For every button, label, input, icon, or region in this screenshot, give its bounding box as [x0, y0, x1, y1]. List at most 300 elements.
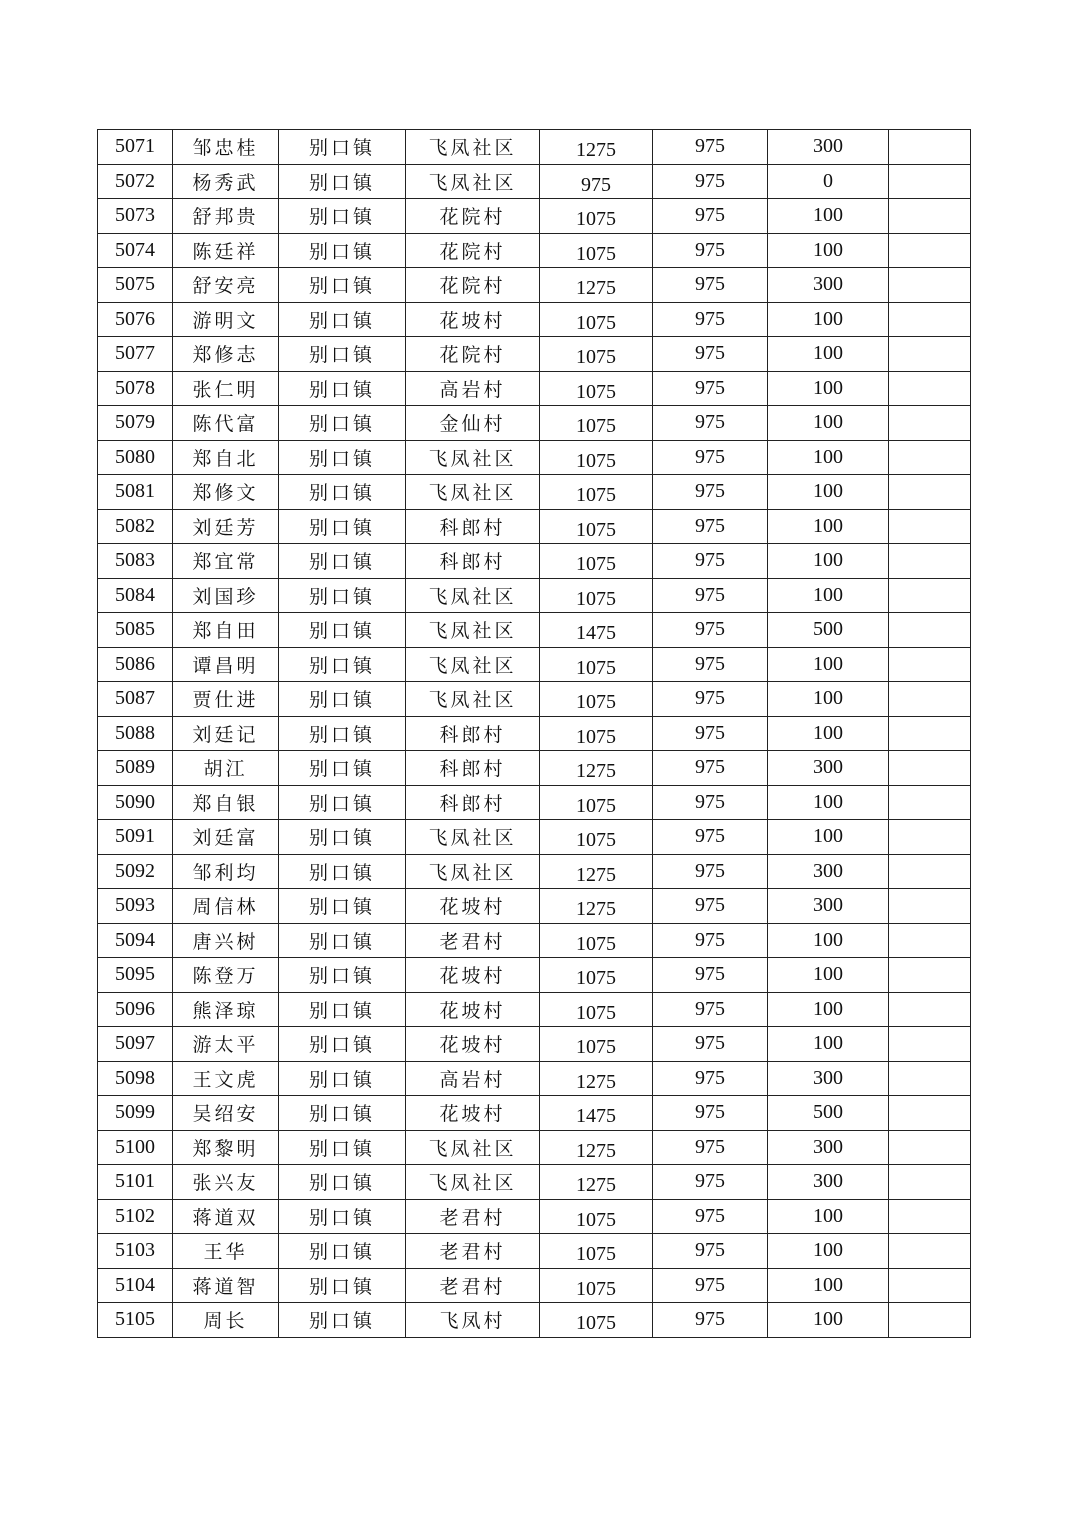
cell-amount-base: [653, 302, 768, 337]
cell-village: [406, 1061, 540, 1096]
cell-amount-extra-text: 100: [813, 204, 843, 227]
cell-number: [98, 682, 173, 717]
table-row: [98, 785, 971, 820]
cell-name: [173, 1199, 279, 1234]
cell-number: [98, 233, 173, 268]
cell-village: [406, 820, 540, 855]
cell-amount-base: [653, 820, 768, 855]
cell-town-text: 别口镇: [308, 965, 375, 988]
cell-amount-extra-text: 100: [813, 687, 843, 710]
table-row: [98, 716, 971, 751]
table-row: [98, 1130, 971, 1165]
cell-remark: [889, 923, 971, 958]
cell-town-text: 别口镇: [308, 896, 375, 919]
cell-number-text: 5094: [115, 928, 155, 951]
cell-name-text: 郑宜常: [192, 551, 259, 574]
cell-amount-total: [540, 992, 653, 1027]
cell-number: [98, 1027, 173, 1062]
cell-town: [279, 233, 406, 268]
cell-amount-extra: [768, 1165, 889, 1200]
table-row: [98, 1165, 971, 1200]
cell-amount-base-text: 975: [695, 652, 725, 675]
cell-number: [98, 337, 173, 372]
cell-number-text: 5077: [115, 342, 155, 365]
cell-village: [406, 751, 540, 786]
cell-number: [98, 509, 173, 544]
cell-name-text: 贾仕进: [192, 689, 259, 712]
cell-name: [173, 406, 279, 441]
table-row: [98, 1096, 971, 1131]
cell-amount-extra-text: 100: [813, 514, 843, 537]
cell-amount-total-text: 1075: [576, 311, 616, 334]
cell-village: [406, 1027, 540, 1062]
cell-remark: [889, 1130, 971, 1165]
cell-number-text: 5097: [115, 1032, 155, 1055]
cell-town: [279, 509, 406, 544]
cell-amount-total-text: 1075: [576, 484, 616, 507]
cell-village: [406, 371, 540, 406]
cell-amount-base-text: 975: [695, 204, 725, 227]
cell-amount-base: [653, 958, 768, 993]
cell-amount-base-text: 975: [695, 825, 725, 848]
cell-remark: [889, 199, 971, 234]
cell-name-text: 吴绍安: [192, 1103, 259, 1126]
cell-village-text: 花坡村: [439, 965, 506, 988]
cell-village: [406, 1268, 540, 1303]
cell-amount-extra: [768, 716, 889, 751]
table-body: [98, 130, 971, 1338]
table-row: [98, 475, 971, 510]
cell-town-text: 别口镇: [308, 723, 375, 746]
cell-name: [173, 199, 279, 234]
cell-amount-base: [653, 130, 768, 165]
cell-town: [279, 613, 406, 648]
cell-name-text: 邹利均: [192, 861, 259, 884]
cell-amount-extra: [768, 130, 889, 165]
cell-amount-total: [540, 1199, 653, 1234]
cell-amount-total: [540, 889, 653, 924]
cell-amount-total: [540, 716, 653, 751]
cell-remark: [889, 544, 971, 579]
cell-village-text: 飞凤村: [439, 1310, 506, 1333]
cell-remark: [889, 1234, 971, 1269]
cell-amount-extra-text: 300: [813, 1170, 843, 1193]
cell-amount-base-text: 975: [695, 307, 725, 330]
cell-name: [173, 1165, 279, 1200]
cell-number: [98, 923, 173, 958]
cell-amount-extra: [768, 406, 889, 441]
cell-number-text: 5100: [115, 1135, 155, 1158]
cell-village: [406, 578, 540, 613]
cell-village: [406, 544, 540, 579]
cell-town: [279, 164, 406, 199]
cell-remark: [889, 785, 971, 820]
cell-town: [279, 716, 406, 751]
cell-village-text: 花院村: [439, 344, 506, 367]
cell-village-text: 老君村: [439, 930, 506, 953]
cell-amount-extra: [768, 923, 889, 958]
cell-name: [173, 302, 279, 337]
cell-village-text: 花坡村: [439, 1103, 506, 1126]
cell-amount-extra-text: 100: [813, 1204, 843, 1227]
cell-amount-total: [540, 854, 653, 889]
cell-village-text: 花坡村: [439, 1034, 506, 1057]
cell-town-text: 别口镇: [308, 516, 375, 539]
cell-town-text: 别口镇: [308, 654, 375, 677]
cell-amount-base-text: 975: [695, 169, 725, 192]
cell-amount-total-text: 1075: [576, 208, 616, 231]
cell-amount-total-text: 1075: [576, 518, 616, 541]
cell-amount-total-text: 1075: [576, 380, 616, 403]
cell-amount-total: [540, 509, 653, 544]
cell-amount-base: [653, 509, 768, 544]
cell-amount-base-text: 975: [695, 583, 725, 606]
cell-amount-extra-text: 100: [813, 963, 843, 986]
cell-amount-base: [653, 682, 768, 717]
cell-amount-total: [540, 1130, 653, 1165]
cell-number: [98, 958, 173, 993]
cell-amount-total: [540, 785, 653, 820]
cell-amount-base: [653, 371, 768, 406]
cell-number: [98, 1268, 173, 1303]
cell-town: [279, 302, 406, 337]
cell-name: [173, 785, 279, 820]
cell-amount-extra: [768, 1061, 889, 1096]
cell-town: [279, 440, 406, 475]
cell-amount-base-text: 975: [695, 859, 725, 882]
cell-village-text: 飞凤社区: [428, 1172, 517, 1195]
cell-amount-total-text: 1075: [576, 691, 616, 714]
cell-amount-total-text: 1075: [576, 829, 616, 852]
cell-amount-total-text: 1075: [576, 1243, 616, 1266]
cell-number: [98, 647, 173, 682]
cell-town-text: 别口镇: [308, 447, 375, 470]
cell-number-text: 5078: [115, 376, 155, 399]
cell-town: [279, 647, 406, 682]
cell-village-text: 科郎村: [439, 516, 506, 539]
cell-number: [98, 613, 173, 648]
cell-town: [279, 1234, 406, 1269]
cell-name-text: 郑自北: [192, 447, 259, 470]
cell-amount-extra: [768, 1130, 889, 1165]
cell-village: [406, 440, 540, 475]
cell-number-text: 5080: [115, 445, 155, 468]
cell-name-text: 杨秀武: [192, 171, 259, 194]
cell-amount-total-text: 1075: [576, 1001, 616, 1024]
cell-amount-base: [653, 1061, 768, 1096]
cell-amount-extra-text: 100: [813, 583, 843, 606]
cell-name: [173, 751, 279, 786]
cell-name: [173, 958, 279, 993]
cell-amount-total-text: 1075: [576, 1036, 616, 1059]
cell-amount-base-text: 975: [695, 1101, 725, 1124]
cell-amount-total: [540, 475, 653, 510]
cell-town-text: 别口镇: [308, 930, 375, 953]
cell-number: [98, 785, 173, 820]
cell-number-text: 5083: [115, 549, 155, 572]
cell-remark: [889, 682, 971, 717]
table-row: [98, 302, 971, 337]
cell-town: [279, 751, 406, 786]
table-row: [98, 1027, 971, 1062]
cell-number: [98, 302, 173, 337]
cell-remark: [889, 992, 971, 1027]
cell-village-text: 飞凤社区: [428, 861, 517, 884]
cell-amount-base: [653, 785, 768, 820]
cell-number-text: 5101: [115, 1170, 155, 1193]
cell-amount-extra-text: 100: [813, 1239, 843, 1262]
cell-amount-total: [540, 337, 653, 372]
cell-village-text: 飞凤社区: [428, 171, 517, 194]
cell-amount-extra-text: 100: [813, 1032, 843, 1055]
cell-remark: [889, 1268, 971, 1303]
cell-amount-base-text: 975: [695, 721, 725, 744]
table-row: [98, 751, 971, 786]
table-row: [98, 509, 971, 544]
cell-number: [98, 1303, 173, 1338]
cell-town: [279, 475, 406, 510]
cell-village-text: 科郎村: [439, 758, 506, 781]
cell-name-text: 刘廷富: [192, 827, 259, 850]
cell-town: [279, 1165, 406, 1200]
cell-name: [173, 371, 279, 406]
cell-number-text: 5079: [115, 411, 155, 434]
cell-village-text: 花院村: [439, 206, 506, 229]
cell-town-text: 别口镇: [308, 344, 375, 367]
cell-village-text: 飞凤社区: [428, 620, 517, 643]
cell-amount-extra-text: 0: [823, 169, 833, 192]
cell-amount-total: [540, 682, 653, 717]
cell-name: [173, 923, 279, 958]
cell-name: [173, 889, 279, 924]
table-row: [98, 578, 971, 613]
cell-town: [279, 406, 406, 441]
cell-number: [98, 854, 173, 889]
cell-amount-base: [653, 716, 768, 751]
cell-amount-extra-text: 100: [813, 1273, 843, 1296]
cell-town: [279, 578, 406, 613]
cell-amount-base: [653, 923, 768, 958]
cell-amount-total-text: 1075: [576, 794, 616, 817]
cell-amount-base-text: 975: [695, 445, 725, 468]
cell-amount-total-text: 1075: [576, 449, 616, 472]
cell-village-text: 老君村: [439, 1206, 506, 1229]
cell-amount-base-text: 975: [695, 480, 725, 503]
cell-amount-extra: [768, 268, 889, 303]
cell-amount-base: [653, 1165, 768, 1200]
data-table: [97, 129, 971, 1338]
cell-town: [279, 785, 406, 820]
cell-town-text: 别口镇: [308, 1034, 375, 1057]
cell-number: [98, 992, 173, 1027]
cell-village-text: 飞凤社区: [428, 827, 517, 850]
cell-amount-extra: [768, 371, 889, 406]
cell-name-text: 王文虎: [192, 1068, 259, 1091]
cell-amount-total: [540, 1027, 653, 1062]
cell-amount-base: [653, 1268, 768, 1303]
cell-amount-total: [540, 268, 653, 303]
cell-amount-total: [540, 406, 653, 441]
cell-number-text: 5087: [115, 687, 155, 710]
cell-name: [173, 992, 279, 1027]
cell-town: [279, 889, 406, 924]
cell-amount-extra-text: 100: [813, 307, 843, 330]
cell-village: [406, 1130, 540, 1165]
cell-village: [406, 716, 540, 751]
cell-amount-base: [653, 647, 768, 682]
cell-remark: [889, 337, 971, 372]
cell-town-text: 别口镇: [308, 792, 375, 815]
cell-amount-base: [653, 889, 768, 924]
cell-number: [98, 716, 173, 751]
cell-amount-extra: [768, 613, 889, 648]
cell-amount-total: [540, 1303, 653, 1338]
cell-amount-total: [540, 1096, 653, 1131]
cell-town-text: 别口镇: [308, 551, 375, 574]
cell-name: [173, 647, 279, 682]
cell-amount-base: [653, 1199, 768, 1234]
cell-number-text: 5071: [115, 135, 155, 158]
cell-amount-base-text: 975: [695, 894, 725, 917]
cell-town: [279, 958, 406, 993]
cell-name: [173, 130, 279, 165]
cell-amount-extra-text: 500: [813, 1101, 843, 1124]
cell-number-text: 5074: [115, 238, 155, 261]
cell-town: [279, 268, 406, 303]
cell-town-text: 别口镇: [308, 206, 375, 229]
table-row: [98, 820, 971, 855]
cell-amount-total-text: 1275: [576, 139, 616, 162]
cell-amount-total: [540, 1234, 653, 1269]
cell-amount-base: [653, 199, 768, 234]
cell-town-text: 别口镇: [308, 827, 375, 850]
cell-name: [173, 1234, 279, 1269]
cell-name-text: 刘国珍: [192, 585, 259, 608]
cell-village-text: 飞凤社区: [428, 654, 517, 677]
cell-village-text: 高岩村: [439, 1068, 506, 1091]
cell-amount-extra-text: 100: [813, 1308, 843, 1331]
cell-name-text: 郑修文: [192, 482, 259, 505]
cell-amount-base-text: 975: [695, 1135, 725, 1158]
cell-amount-total: [540, 233, 653, 268]
cell-amount-total-text: 1075: [576, 1277, 616, 1300]
cell-number-text: 5081: [115, 480, 155, 503]
cell-amount-base-text: 975: [695, 687, 725, 710]
cell-name-text: 游明文: [192, 309, 259, 332]
cell-amount-base: [653, 544, 768, 579]
cell-remark: [889, 440, 971, 475]
cell-amount-base: [653, 992, 768, 1027]
cell-village-text: 花坡村: [439, 309, 506, 332]
cell-remark: [889, 1303, 971, 1338]
cell-number: [98, 544, 173, 579]
cell-village: [406, 268, 540, 303]
cell-amount-extra-text: 300: [813, 273, 843, 296]
cell-name: [173, 233, 279, 268]
table-row: [98, 371, 971, 406]
cell-village: [406, 1303, 540, 1338]
table-row: [98, 1061, 971, 1096]
cell-name-text: 蒋道双: [192, 1206, 259, 1229]
cell-amount-base: [653, 1027, 768, 1062]
cell-amount-total: [540, 1268, 653, 1303]
cell-number: [98, 199, 173, 234]
cell-amount-total-text: 1075: [576, 587, 616, 610]
cell-number: [98, 1061, 173, 1096]
cell-remark: [889, 268, 971, 303]
cell-village: [406, 406, 540, 441]
cell-amount-total: [540, 1165, 653, 1200]
cell-amount-total-text: 1275: [576, 898, 616, 921]
cell-village: [406, 1165, 540, 1200]
cell-name: [173, 578, 279, 613]
cell-name-text: 郑自银: [192, 792, 259, 815]
cell-amount-base-text: 975: [695, 376, 725, 399]
cell-number-text: 5072: [115, 169, 155, 192]
cell-amount-base-text: 975: [695, 790, 725, 813]
table-row: [98, 647, 971, 682]
cell-amount-base-text: 975: [695, 997, 725, 1020]
cell-village: [406, 130, 540, 165]
cell-name-text: 郑自田: [192, 620, 259, 643]
cell-number: [98, 130, 173, 165]
cell-amount-total: [540, 613, 653, 648]
table-row: [98, 406, 971, 441]
cell-amount-base: [653, 440, 768, 475]
cell-number: [98, 1130, 173, 1165]
cell-number-text: 5085: [115, 618, 155, 641]
table-row: [98, 1199, 971, 1234]
cell-number-text: 5076: [115, 307, 155, 330]
table-row: [98, 958, 971, 993]
cell-town: [279, 1096, 406, 1131]
cell-name-text: 周长: [203, 1310, 248, 1333]
cell-remark: [889, 233, 971, 268]
cell-amount-extra-text: 100: [813, 445, 843, 468]
cell-remark: [889, 854, 971, 889]
cell-amount-total-text: 1075: [576, 346, 616, 369]
cell-amount-total: [540, 544, 653, 579]
cell-amount-base-text: 975: [695, 963, 725, 986]
table-row: [98, 164, 971, 199]
cell-amount-extra: [768, 682, 889, 717]
cell-amount-base-text: 975: [695, 1204, 725, 1227]
cell-amount-total: [540, 647, 653, 682]
cell-village: [406, 1234, 540, 1269]
table-row: [98, 233, 971, 268]
cell-town-text: 别口镇: [308, 309, 375, 332]
cell-number-text: 5082: [115, 514, 155, 537]
cell-amount-base: [653, 613, 768, 648]
cell-number-text: 5105: [115, 1308, 155, 1331]
cell-amount-extra-text: 100: [813, 721, 843, 744]
cell-village-text: 老君村: [439, 1275, 506, 1298]
cell-village: [406, 337, 540, 372]
cell-village-text: 飞凤社区: [428, 137, 517, 160]
cell-village-text: 花坡村: [439, 999, 506, 1022]
cell-amount-base-text: 975: [695, 1308, 725, 1331]
cell-name: [173, 820, 279, 855]
cell-town-text: 别口镇: [308, 1103, 375, 1126]
cell-name: [173, 1303, 279, 1338]
cell-amount-extra-text: 100: [813, 790, 843, 813]
table-row: [98, 268, 971, 303]
cell-amount-extra: [768, 475, 889, 510]
cell-name-text: 张兴友: [192, 1172, 259, 1195]
table-row: [98, 199, 971, 234]
cell-remark: [889, 751, 971, 786]
cell-village: [406, 1096, 540, 1131]
